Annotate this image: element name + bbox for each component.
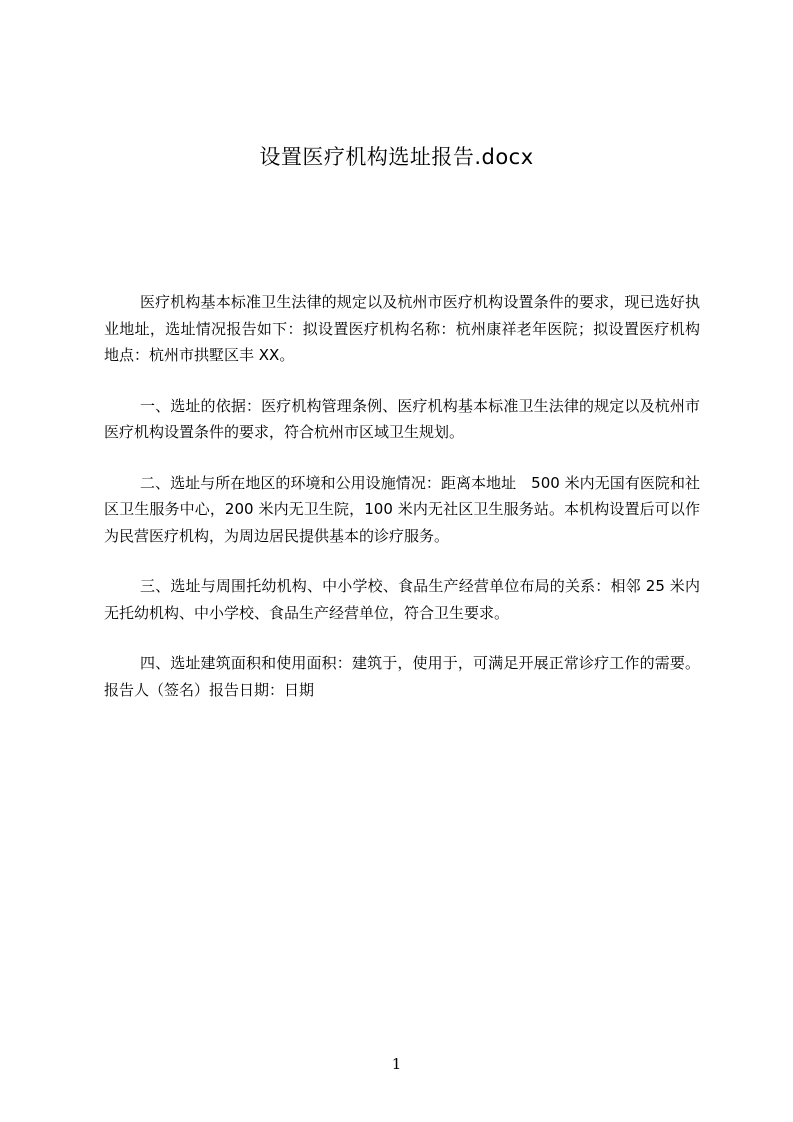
paragraph-environment: 二、选址与所在地区的环境和公用设施情况：距离本地址 500 米内无国有医院和社区卫生服务中心，200 米内无卫生院，100 米内无社区卫生服务站。本机构设置后可以作为民营医疗机构，为周边居民提供基本的诊疗服务。	[104, 473, 700, 545]
page-number: 1	[391, 1055, 402, 1073]
document-title: 设置医疗机构选址报告.docx	[259, 145, 534, 169]
paragraph-basis: 一、选址的依据：医疗机构管理条例、医疗机构基本标准卫生法律的规定以及杭州市医疗机构设置条件的要求，符合杭州市区域卫生规划。	[104, 396, 700, 441]
paragraph-intro: 医疗机构基本标准卫生法律的规定以及杭州市医疗机构设置条件的要求，现已选好执业地址，选址情况报告如下：拟设置医疗机构名称：杭州康祥老年医院；拟设置医疗机构地点：杭州市拱墅区丰 XX。	[104, 293, 700, 364]
paragraph-area: 四、选址建筑面积和使用面积：建筑于，使用于，可满足开展正常诊疗工作的需要。报告人（签名）报告日期：日期	[104, 654, 700, 699]
document-body	[104, 289, 700, 727]
paragraph-layout-relation: 三、选址与周围托幼机构、中小学校、食品生产经营单位布局的关系：相邻 25 米内无托幼机构、中小学校、食品生产经营单位，符合卫生要求。	[104, 577, 700, 622]
